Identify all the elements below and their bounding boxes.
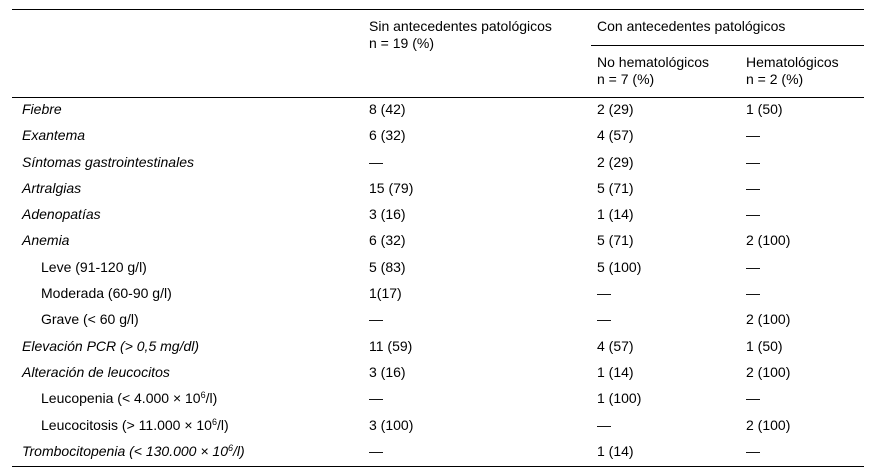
row-label-text: Artralgias [22,179,82,196]
table-body [12,98,864,467]
row-label [12,387,363,413]
table-row [12,229,864,255]
table-row [12,335,864,361]
clinical-table [12,9,864,467]
value-sin-antecedentes: 6 (32) [369,232,406,249]
value-no-hematologicos: 2 (29) [597,101,634,117]
value-hematologicos: 2 (100) [746,416,791,433]
value-hematologicos: 2 (100) [746,311,791,328]
header-col2-n: n = 19 (%) [369,35,434,51]
table-row [12,256,864,282]
row-label [12,98,363,125]
row-label-text: Moderada (60-90 g/l) [41,285,172,302]
row-label-text: Elevación PCR (> 0,5 mg/dl) [22,337,200,354]
value-no-hematologicos: 4 (57) [597,337,634,354]
table-row [12,282,864,308]
value-sin-antecedentes: 11 (59) [369,337,413,354]
row-label [12,282,363,308]
header-group-con-antecedentes [591,10,864,46]
value-no-hematologicos: 1 (14) [597,363,634,380]
row-label [12,151,363,177]
row-label-exponent: 6 [200,390,206,401]
value-sin-antecedentes: 6 (32) [369,127,406,144]
value-no-hematologicos: 1 (14) [591,440,740,467]
value-sin-antecedentes: — [363,440,591,467]
row-label [12,124,363,150]
value-hematologicos: — [746,285,760,302]
table-row [12,361,864,387]
header-col-hematologicos [740,46,864,98]
row-label-text: Anemia [22,232,70,249]
value-sin-antecedentes: 3 (16) [369,363,406,380]
table-row [12,387,864,413]
value-sin-antecedentes: 15 (79) [369,179,414,196]
value-sin-antecedentes: 3 (16) [369,206,406,223]
value-hematologicos: — [746,206,760,223]
row-label-text: Leucocitosis (> 11.000 × 10 [41,416,212,433]
row-label-text: Leucopenia (< 4.000 × 10 [41,390,201,407]
row-label-exponent: 6 [211,416,217,427]
header-col4-n: n = 2 (%) [746,71,804,87]
table-row [12,308,864,334]
value-no-hematologicos: 5 (71) [597,232,634,249]
header-col2-title: Sin antecedentes patológicos [369,18,552,34]
table-row [12,151,864,177]
value-no-hematologicos: — [597,416,611,433]
header-blank-cell [12,10,363,98]
value-hematologicos: — [746,258,760,275]
row-label [12,177,363,203]
table-row [12,98,864,125]
value-no-hematologicos: 4 (57) [597,127,634,144]
row-label-unit: /l) [205,390,218,407]
row-label [12,308,363,334]
value-sin-antecedentes: 3 (100) [369,416,414,433]
value-hematologicos: 2 (100) [746,363,791,380]
value-hematologicos: — [746,390,760,407]
row-label [12,256,363,282]
table-row [12,414,864,440]
row-label [12,440,363,467]
value-sin-antecedentes: — [369,390,383,407]
value-hematologicos: 1 (50) [746,337,783,354]
row-label-text: Alteración de leucocitos [22,363,170,380]
row-label [12,361,363,387]
value-hematologicos: 2 (100) [746,232,791,249]
row-label-unit: /l) [233,442,245,459]
table-row [12,440,864,467]
row-label-exponent: 6 [228,442,234,453]
table-row [12,203,864,229]
row-label-text: Adenopatías [22,206,101,223]
table-row [12,177,864,203]
row-label-text: Grave (< 60 g/l) [41,311,139,328]
header-col3-n: n = 7 (%) [597,71,655,87]
value-sin-antecedentes: — [369,153,383,170]
row-label-unit: /l) [216,416,229,433]
value-no-hematologicos: 1 (14) [597,206,634,223]
header-col-no-hematologicos [591,46,740,98]
row-label-text: Trombocitopenia (< 130.000 × 10 [22,442,228,459]
value-hematologicos: — [740,440,864,467]
value-hematologicos: — [746,153,760,170]
value-no-hematologicos: 5 (71) [597,179,634,196]
row-label-text: Leve (91-120 g/l) [41,258,147,275]
row-label-text: Síntomas gastrointestinales [22,153,194,170]
table-row [12,124,864,150]
row-label [12,229,363,255]
row-label-text: Exantema [22,127,86,144]
value-no-hematologicos: 1 (100) [597,390,642,407]
value-sin-antecedentes: — [369,311,383,328]
value-sin-antecedentes: 1(17) [369,285,402,302]
header-group-title: Con antecedentes patológicos [597,18,786,34]
value-sin-antecedentes: 8 (42) [369,101,406,117]
row-label-text: Fiebre [22,101,62,117]
value-hematologicos: 1 (50) [746,101,783,117]
header-col3-title: No hematológicos [597,54,710,70]
value-no-hematologicos: 5 (100) [597,258,642,275]
value-no-hematologicos: — [597,285,611,302]
header-col4-title: Hematológicos [746,54,839,70]
value-no-hematologicos: 2 (29) [597,153,634,170]
header-col-sin-antecedentes [363,10,591,98]
row-label [12,414,363,440]
row-label [12,203,363,229]
value-hematologicos: — [746,127,760,144]
value-hematologicos: — [746,179,760,196]
row-label [12,335,363,361]
value-no-hematologicos: — [597,311,611,328]
value-sin-antecedentes: 5 (83) [369,258,406,275]
